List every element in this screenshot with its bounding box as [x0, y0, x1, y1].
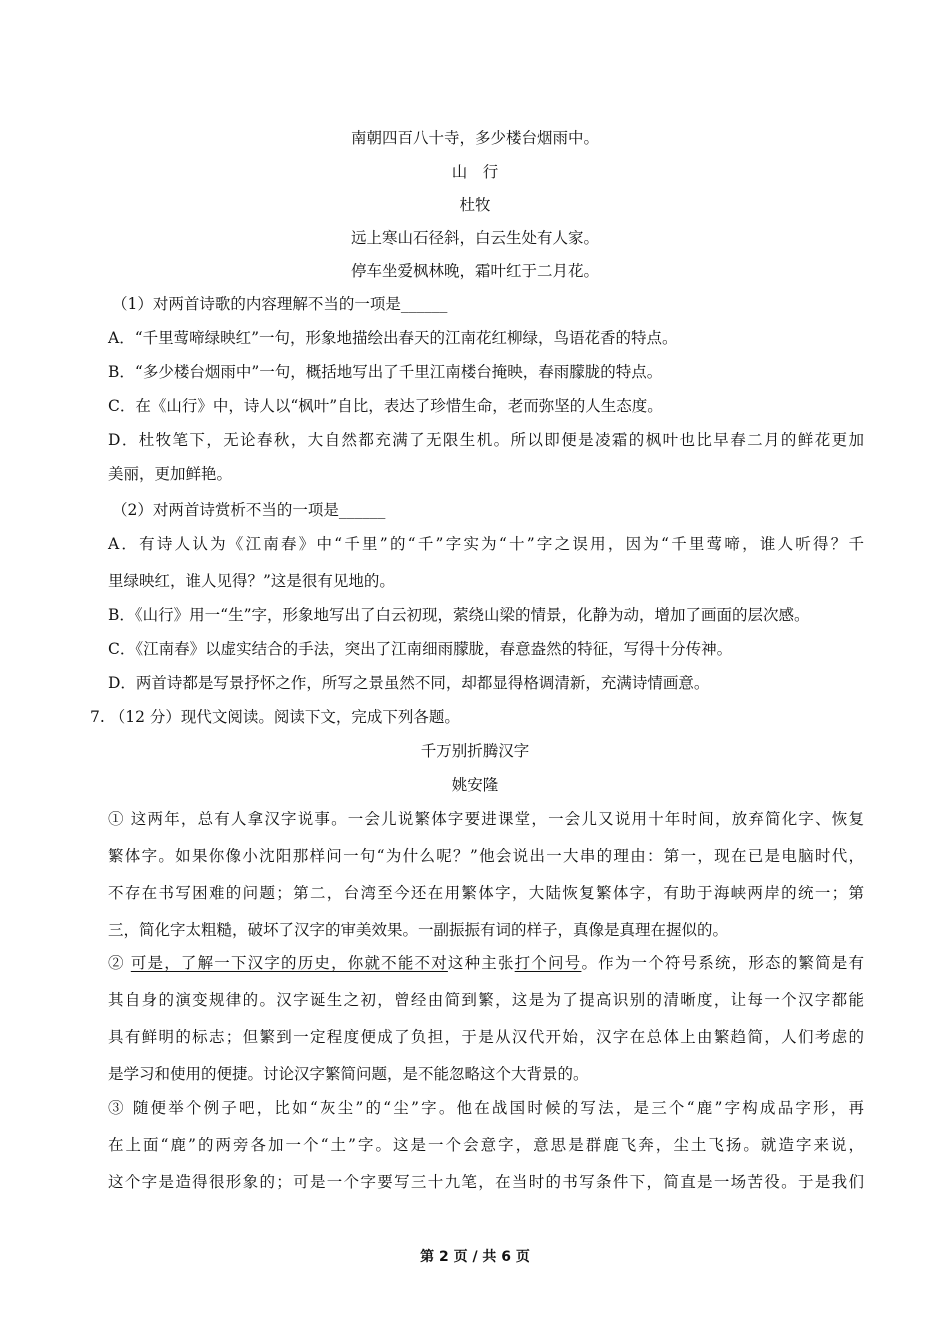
- poem2-line2: 停车坐爱枫林晚，霜叶红于二月花。: [350, 262, 599, 280]
- q7-heading: [90, 707, 460, 727]
- q2-option-c: C．《江南春》以虚实结合的手法，突出了江南细雨朦胧，春意盎然的特征，写得十分传神。: [108, 640, 733, 658]
- q2-option-a-line2: 里绿映红，谁人见得？”这是很有见地的。: [108, 572, 395, 590]
- poem2-author: 杜牧: [459, 196, 491, 214]
- para2-underlined-phrase-1: 可是，了解一下汉字的历史，你就不能不对: [130, 954, 448, 972]
- q1-option-b: B．“多少楼台烟雨中”一句，概括地写出了千里江南楼台掩映，春雨朦胧的特点。: [108, 363, 663, 381]
- page-footer: 第 2 页 / 共 6 页: [420, 1249, 530, 1265]
- q1-option-a: A．“千里莺啼绿映红”一句，形象地描绘出春天的江南花红柳绿，鸟语花香的特点。: [108, 329, 678, 347]
- q2-option-a-line1: A．有诗人认为《江南春》中“千里”的“千”字实为“十”字之误用，因为“千里莺啼，谁人听得？千: [108, 535, 864, 553]
- para3-line1: ③ 随便举个例子吧，比如“灰尘”的“尘”字。他在战国时候的写法，是三个“鹿”字构成品字形，再: [108, 1099, 864, 1117]
- para2-mid: 这种主张: [447, 954, 515, 972]
- para1-line3: 不存在书写困难的问题；第二，台湾至今还在用繁体字，大陆恢复繁体字，有助于海峡两岸的统一；第: [108, 884, 864, 902]
- q7-stem: （12 分）现代文阅读。阅读下文，完成下列各题。: [109, 708, 460, 726]
- para2-marker: ②: [108, 954, 131, 972]
- q1-option-d-line2: 美丽，更加鲜艳。: [108, 465, 233, 483]
- para2-line1: [108, 953, 864, 973]
- q7-number: 7.: [90, 708, 105, 726]
- poem2-line1: 远上寒山石径斜，白云生处有人家。: [350, 229, 599, 247]
- article-author: 姚安隆: [451, 776, 499, 794]
- q1-option-c: C．在《山行》中，诗人以“枫叶”自比，表达了珍惜生命，老而弥坚的人生态度。: [108, 397, 663, 415]
- para3-line3: 这个字是造得很形象的；可是一个字要写三十九笔，在当时的书写条件下，简直是一场苦役。于是我们: [108, 1173, 864, 1191]
- poem2-title: 山 行: [451, 163, 499, 181]
- para2-rest: 。作为一个符号系统，形态的繁简是有: [581, 954, 864, 972]
- q2-option-d: D．两首诗都是写景抒怀之作，所写之景虽然不同，却都显得格调清新，充满诗情画意。: [108, 674, 710, 692]
- para1-line1: ① 这两年，总有人拿汉字说事。一会儿说繁体字要进课堂，一会儿又说用十年时间，放弃简化字、恢复: [108, 810, 864, 828]
- para2-underlined-phrase-2: 打个问号: [514, 954, 582, 972]
- para1-line4: 三，简化字太粗糙，破坏了汉字的审美效果。一副振振有词的样子，真像是真理在握似的。: [108, 921, 729, 939]
- q2-option-b: B．《山行》用一“生”字，形象地写出了白云初现，萦绕山梁的情景，化静为动，增加了画面的层次感。: [108, 606, 810, 624]
- para1-line2: 繁体字。如果你像小沈阳那样问一句“为什么呢？”他会说出一大串的理由：第一，现在已是电脑时代，: [108, 847, 864, 865]
- para3-line2: 在上面“鹿”的两旁各加一个“土”字。这是一个会意字，意思是群鹿飞奔，尘土飞扬。就造字来说，: [108, 1136, 864, 1154]
- q1-stem: （1）对两首诗歌的内容理解不当的一项是______: [112, 295, 448, 313]
- para2-line2: 其自身的演变规律的。汉字诞生之初，曾经由简到繁，这是为了提高识别的清晰度，让每一个汉字都能: [108, 991, 864, 1009]
- q2-stem: （2）对两首诗赏析不当的一项是______: [112, 501, 386, 519]
- poem1-last-line: 南朝四百八十寺，多少楼台烟雨中。: [350, 129, 599, 147]
- para2-line3: 具有鲜明的标志；但繁到一定程度便成了负担，于是从汉代开始，汉字在总体上由繁趋简，人们考虑的: [108, 1028, 864, 1046]
- para2-line4: 是学习和使用的便捷。讨论汉字繁简问题，是不能忽略这个大背景的。: [108, 1065, 589, 1083]
- q1-option-d-line1: D．杜牧笔下，无论春秋，大自然都充满了无限生机。所以即便是凌霜的枫叶也比早春二月的鲜花更加: [108, 431, 864, 449]
- article-title: 千万别折腾汉字: [420, 742, 530, 760]
